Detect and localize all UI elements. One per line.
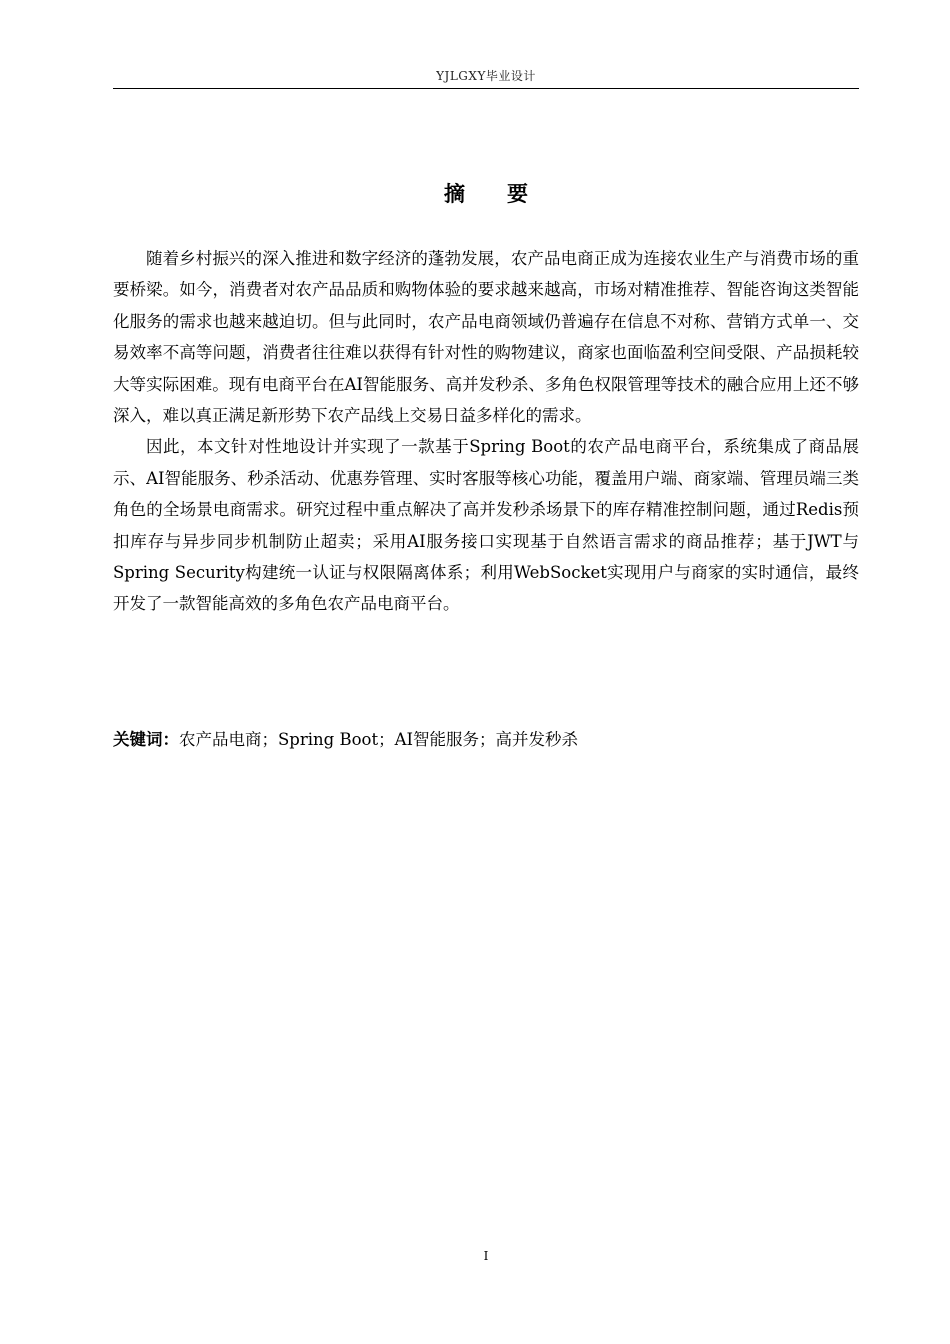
keywords-label: 关键词： [113,730,179,749]
abstract-body [113,243,859,620]
abstract-title: 摘要 [444,182,570,206]
page-number: I [483,1249,489,1263]
abstract-paragraph-2: 因此，本文针对性地设计并实现了一款基于Spring Boot的农产品电商平台，系统集成了商品展示、AI智能服务、秒杀活动、优惠券管理、实时客服等核心功能，覆盖用户端、商家端、管理员端三类角色的全场景电商需求。研究过程中重点解决了高并发秒杀场景下的库存精准控制问题，通过Redis预扣库存与异步同步机制防止超卖；采用AI服务接口实现基于自然语言需求的商品推荐；基于JWT与Spring Security构建统一认证与权限隔离体系；利用WebSocket实现用户与商家的实时通信，最终开发了一款智能高效的多角色农产品电商平台。 [113,437,859,614]
keywords-line [113,724,859,755]
running-header: YJLGXY毕业设计 [436,69,536,83]
abstract-paragraph-1: 随着乡村振兴的深入推进和数字经济的蓬勃发展，农产品电商正成为连接农业生产与消费市场的重要桥梁。如今，消费者对农产品品质和购物体验的要求越来越高，市场对精准推荐、智能咨询这类智能化服务的需求也越来越迫切。但与此同时，农产品电商领域仍普遍存在信息不对称、营销方式单一、交易效率不高等问题，消费者往往难以获得有针对性的购物建议，商家也面临盈利空间受限、产品损耗较大等实际困难。现有电商平台在AI智能服务、高并发秒杀、多角色权限管理等技术的融合应用上还不够深入，难以真正满足新形势下农产品线上交易日益多样化的需求。 [113,249,859,426]
header-rule [113,88,859,89]
keywords-text: 农产品电商；Spring Boot；AI智能服务；高并发秒杀 [179,730,579,749]
